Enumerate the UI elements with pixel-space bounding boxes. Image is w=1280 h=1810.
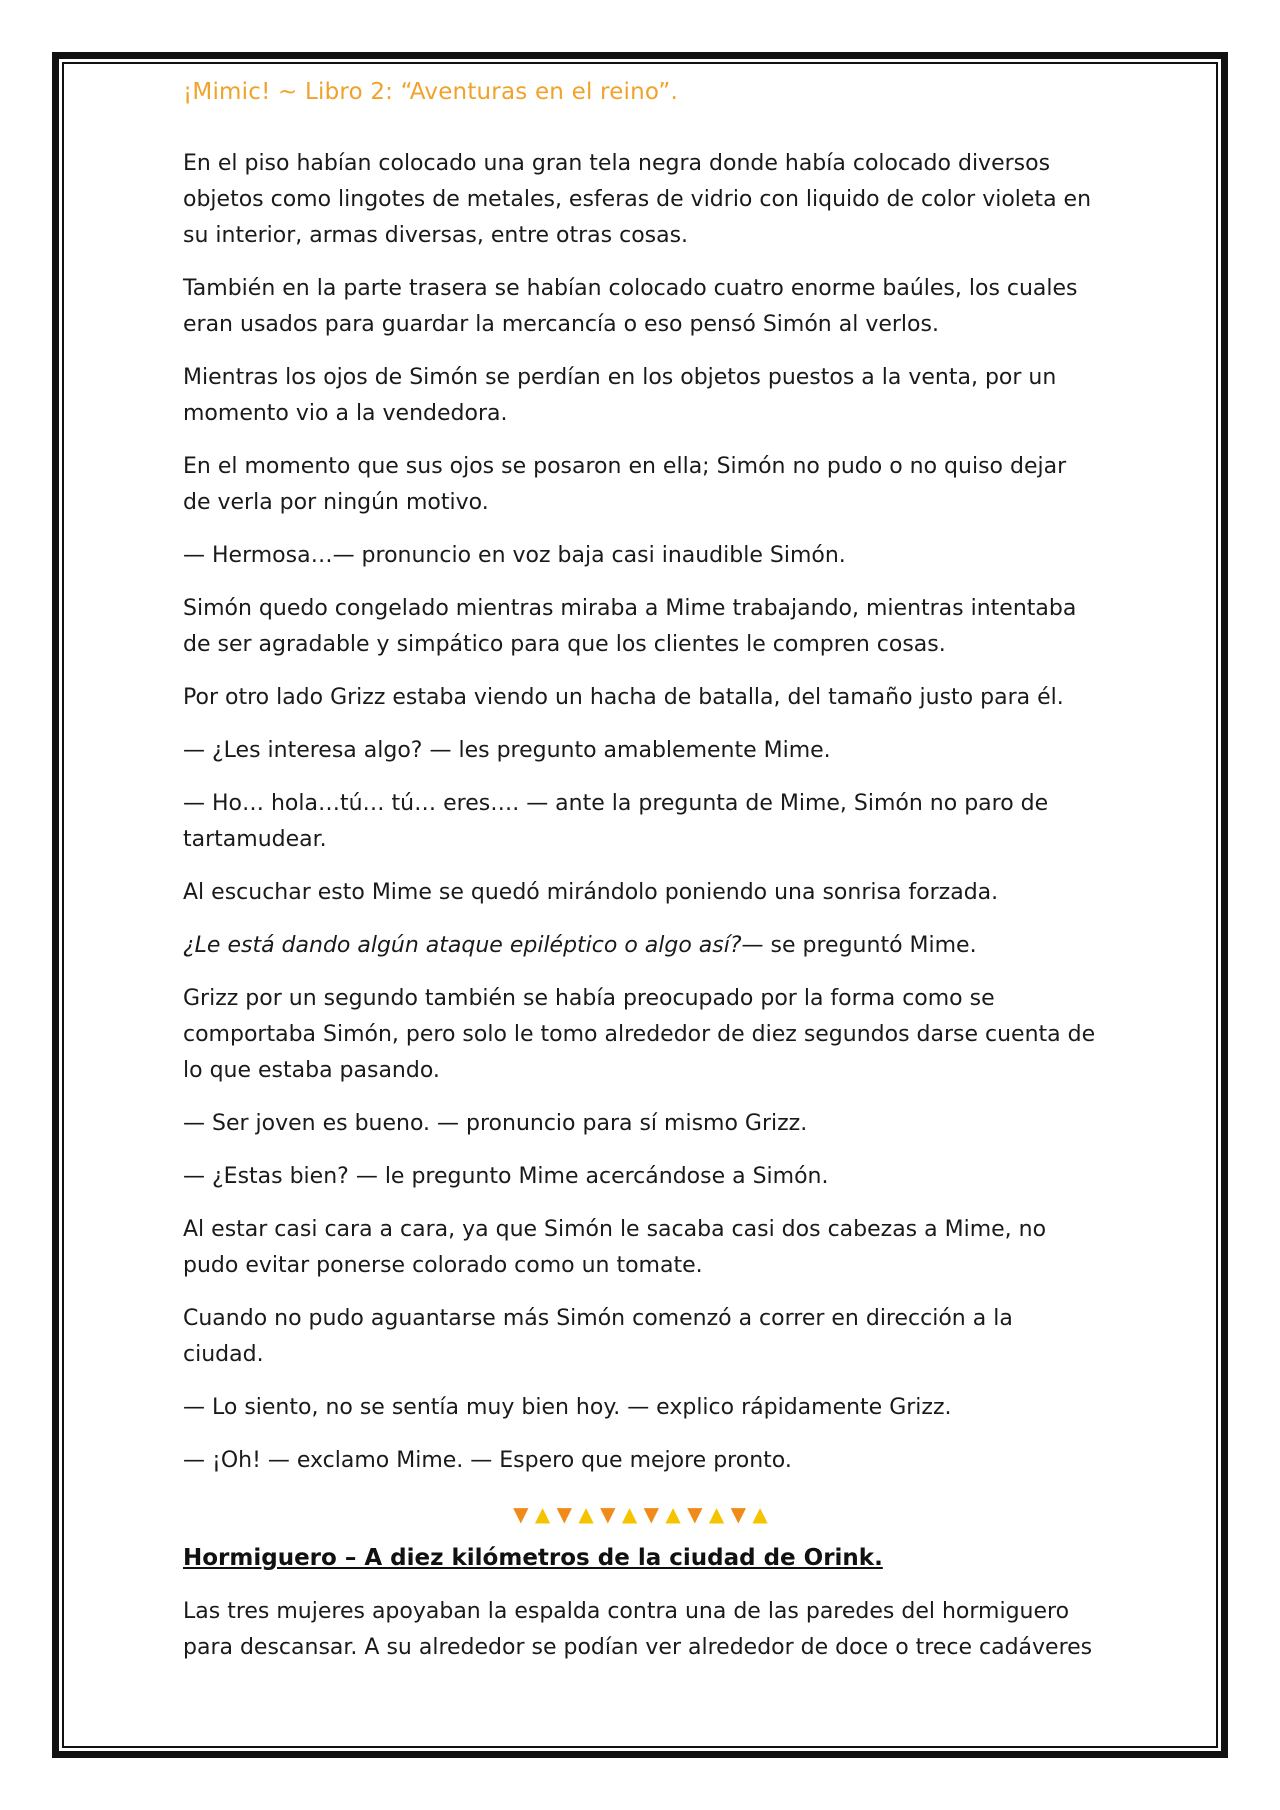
triangle-down-icon: ▼ xyxy=(600,1502,616,1526)
thought-line xyxy=(183,928,1098,964)
paragraph: Simón quedo congelado mientras miraba a Mime trabajando, mientras intentaba de ser agradable y simpático para que los clientes le compren cosas. xyxy=(183,596,1077,657)
dialogue-line: — ¿Estas bien? — le pregunto Mime acercándose a Simón. xyxy=(183,1164,829,1189)
triangle-down-icon: ▼ xyxy=(687,1502,703,1526)
section-divider xyxy=(183,1496,1098,1532)
paragraph: Al estar casi cara a cara, ya que Simón le sacaba casi dos cabezas a Mime, no pudo evitar ponerse colorado como un tomate. xyxy=(183,1217,1047,1278)
paragraph: Las tres mujeres apoyaban la espalda contra una de las paredes del hormiguero para descansar. A su alrededor se podían ver alrededor de doce o trece cadáveres xyxy=(183,1599,1093,1660)
triangle-up-icon: ▲ xyxy=(534,1502,551,1526)
section-heading: Hormiguero – A diez kilómetros de la ciudad de Orink. xyxy=(183,1545,883,1571)
paragraph: Mientras los ojos de Simón se perdían en los objetos puestos a la venta, por un momento vio a la vendedora. xyxy=(183,365,1057,426)
dialogue-line: — Ser joven es bueno. — pronuncio para sí mismo Grizz. xyxy=(183,1111,808,1136)
thought-attribution: — se preguntó Mime. xyxy=(741,933,977,958)
thought-italic: ¿Le está dando algún ataque epiléptico o algo así? xyxy=(183,933,742,958)
dialogue-line: — Ho… hola…tú… tú… eres…. — ante la pregunta de Mime, Simón no paro de tartamudear. xyxy=(183,791,1049,852)
paragraph: Al escuchar esto Mime se quedó mirándolo poniendo una sonrisa forzada. xyxy=(183,880,999,905)
paragraph: En el piso habían colocado una gran tela negra donde había colocado diversos objetos como lingotes de metales, esferas de vidrio con liquido de color violeta en su interior, armas diversas, entre otras cosas. xyxy=(183,151,1092,248)
triangle-down-icon: ▼ xyxy=(556,1502,573,1526)
triangle-up-icon: ▲ xyxy=(621,1502,638,1526)
triangle-up-icon: ▲ xyxy=(665,1502,681,1526)
dialogue-line: — ¿Les interesa algo? — les pregunto amablemente Mime. xyxy=(183,738,831,763)
page-content xyxy=(183,72,1098,1683)
dialogue-line: — ¡Oh! — exclamo Mime. — Espero que mejore pronto. xyxy=(183,1448,792,1473)
paragraph: Por otro lado Grizz estaba viendo un hacha de batalla, del tamaño justo para él. xyxy=(183,685,1064,710)
triangle-up-icon: ▲ xyxy=(578,1502,594,1526)
paragraph: En el momento que sus ojos se posaron en ella; Simón no pudo o no quiso dejar de verla por ningún motivo. xyxy=(183,454,1067,515)
triangle-down-icon: ▼ xyxy=(730,1502,747,1526)
paragraph: Cuando no pudo aguantarse más Simón comenzó a correr en dirección a la ciudad. xyxy=(183,1306,1013,1367)
triangle-up-icon: ▲ xyxy=(708,1502,725,1526)
triangle-up-icon: ▲ xyxy=(752,1502,768,1526)
paragraph: También en la parte trasera se habían colocado cuatro enorme baúles, los cuales eran usados para guardar la mercancía o eso pensó Simón al verlos. xyxy=(183,276,1078,337)
dialogue-line: — Lo siento, no se sentía muy bien hoy. — explico rápidamente Grizz. xyxy=(183,1395,952,1420)
paragraph: Grizz por un segundo también se había preocupado por la forma como se comportaba Simón, pero solo le tomo alrededor de diez segundos darse cuenta de lo que estaba pasando. xyxy=(183,986,1096,1083)
running-header: ¡Mimic! ~ Libro 2: “Aventuras en el reino”. xyxy=(183,79,678,105)
triangle-down-icon: ▼ xyxy=(513,1502,529,1526)
triangle-down-icon: ▼ xyxy=(643,1502,660,1526)
dialogue-line: — Hermosa…— pronuncio en voz baja casi inaudible Simón. xyxy=(183,543,846,568)
